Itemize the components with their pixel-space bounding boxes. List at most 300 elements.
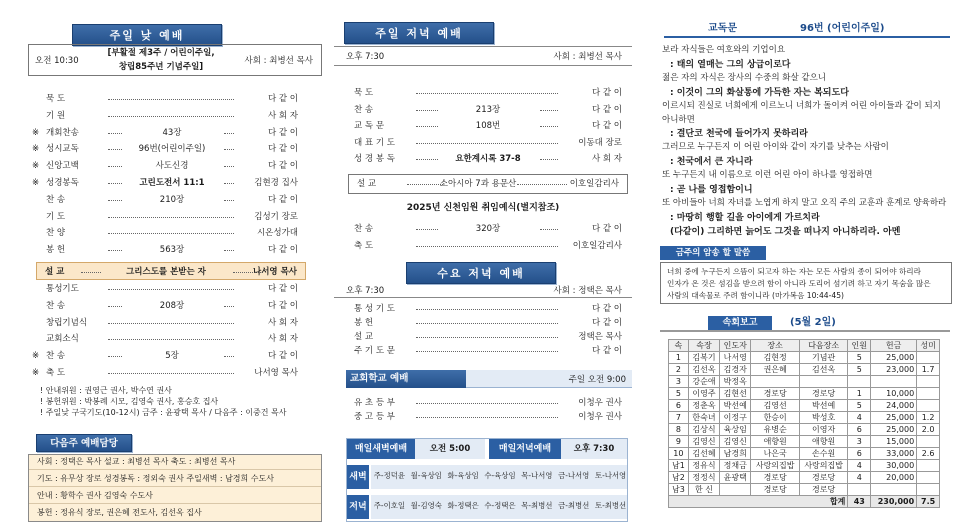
creed-number: 96번 (어린이주일) xyxy=(800,23,885,34)
occasion-line-2: 창립85주년 기념주일] xyxy=(118,62,204,72)
item-label: 창립기념식 xyxy=(46,317,88,328)
report-cell: 33,000 xyxy=(871,448,917,460)
table-row xyxy=(669,448,940,460)
evening-time: 오후 7:30 xyxy=(346,52,385,62)
item-person: 이청우 권사 xyxy=(578,412,622,422)
order-item xyxy=(354,410,622,424)
report-cell: 4 xyxy=(848,412,871,424)
order-item xyxy=(46,226,298,240)
item-detail: 고린도전서 11:1 xyxy=(139,178,205,188)
creed-response: (다같이) 그리하면 늙어도 그것을 떠나지 아니하리라. 아멘 xyxy=(670,226,901,237)
duty-cell: 수-육상임 xyxy=(484,471,516,480)
morning-occasion xyxy=(91,46,231,74)
report-cell: 윤광택 xyxy=(720,472,751,484)
report-cell: 나은국 xyxy=(751,448,799,460)
report-cell: 경로당 xyxy=(799,388,847,400)
order-item xyxy=(46,332,298,346)
order-item xyxy=(32,176,298,190)
report-cell xyxy=(917,400,940,412)
school-bar xyxy=(466,370,632,388)
total-offering: 230,000 xyxy=(871,496,917,508)
total-label: 합계 xyxy=(669,496,848,508)
report-cell: 김선옥 xyxy=(688,364,719,376)
report-cell: 1 xyxy=(669,352,689,364)
item-label: 찬 송 xyxy=(46,300,66,311)
required-mark: ※ xyxy=(32,368,40,378)
report-cell: 이영주 xyxy=(688,388,719,400)
note-prayer: ! 주일낮 구국기도(10-12시) 금주 : 윤광택 목사 / 다음주 : 이중건 목사 xyxy=(40,408,287,417)
total-people: 43 xyxy=(848,496,871,508)
item-person: 다 같 이 xyxy=(267,127,298,138)
evening-sermon xyxy=(348,174,628,194)
report-cell xyxy=(871,376,917,388)
report-cell: 사랑의집밥 xyxy=(751,460,799,472)
item-label: 찬 송 xyxy=(354,104,374,115)
order-item xyxy=(46,282,298,296)
sunday-morning-title: 주일 낮 예배 xyxy=(72,24,222,46)
required-mark: ※ xyxy=(32,351,40,362)
item-label: 기 원 xyxy=(46,110,66,121)
item-person: 다 같 이 xyxy=(591,121,622,131)
report-cell: 애향원 xyxy=(799,436,847,448)
item-detail: 108번 xyxy=(475,121,501,131)
verse-box xyxy=(660,262,952,304)
report-col-header: 성미 xyxy=(917,340,940,352)
report-cell: 김선혜 xyxy=(688,448,719,460)
report-cell: 박성호 xyxy=(799,412,847,424)
report-cell: 권은혜 xyxy=(751,364,799,376)
item-label: 통성기도 xyxy=(46,284,79,294)
report-cell: 8 xyxy=(669,424,689,436)
report-cell: 김복기 xyxy=(688,352,719,364)
sermon-label: 설 교 xyxy=(45,267,65,277)
morning-notes xyxy=(40,385,287,418)
eve-row-head: 저녁 xyxy=(347,495,369,519)
dawn-row-head: 새벽 xyxy=(347,465,369,489)
duty-cell: 화-육상임 xyxy=(447,471,479,480)
order-item xyxy=(354,103,622,117)
creed-response: : 이것이 그의 화살통에 가득한 자는 복되도다 xyxy=(670,87,849,98)
item-detail: 213장 xyxy=(475,104,501,115)
item-person: 다 같 이 xyxy=(591,224,622,234)
item-detail: 96번(어린이주일) xyxy=(138,144,206,155)
sermon-title: 그리스도를 본받는 자 xyxy=(126,267,206,277)
item-label: 교회소식 xyxy=(46,334,79,345)
report-cell: 24,000 xyxy=(871,400,917,412)
item-person: 정택은 목사 xyxy=(578,332,622,342)
report-cell: 3 xyxy=(848,436,871,448)
item-person: 사 회 자 xyxy=(591,154,622,164)
order-item xyxy=(354,239,622,253)
report-cell: 애향원 xyxy=(751,436,799,448)
table-row xyxy=(669,352,940,364)
item-label: 봉 헌 xyxy=(46,245,66,256)
report-col-header: 헌금 xyxy=(871,340,917,352)
item-person: 사 회 자 xyxy=(267,110,298,121)
creed-leader-line: 이르시되 진실로 너희에게 이르노니 너희가 돌이켜 어린 아이들과 같이 되지 xyxy=(662,100,941,111)
report-cell: 5 xyxy=(848,364,871,376)
duty-cell: 주-이호일 xyxy=(373,501,406,510)
report-cell: 박선예 xyxy=(720,400,751,412)
evening-sermon-preacher: 이호일감리사 xyxy=(569,179,619,189)
item-label: 교 독 문 xyxy=(354,121,385,131)
report-cell xyxy=(917,388,940,400)
report-cell: 경로당 xyxy=(799,472,847,484)
report-cell: 김영신 xyxy=(720,436,751,448)
report-cell: 김현선 xyxy=(720,388,751,400)
item-detail: 요한계시록 37-8 xyxy=(455,154,521,164)
report-cell xyxy=(871,484,917,496)
eve-label: 매일저녁예배 xyxy=(489,439,561,459)
morning-sermon xyxy=(36,262,306,280)
duty-cell: 토-최병선 xyxy=(594,501,627,510)
report-cell: 25,000 xyxy=(871,412,917,424)
wed-leader: 사회 : 정택은 목사 xyxy=(553,286,622,296)
report-cell xyxy=(917,484,940,496)
report-col-header: 다음장소 xyxy=(799,340,847,352)
creed-response: : 결단코 천국에 들어가지 못하리라 xyxy=(670,129,808,140)
note-offering: ! 봉헌위원 : 박봉례 시모, 김영숙 권사, 홍승호 집사 xyxy=(40,397,219,406)
creed-leader-line: 보라 자식들은 여호와의 기업이요 xyxy=(662,45,786,55)
creed-leader-line: 그러므로 누구든지 이 어린 아이와 같이 자기를 낮추는 사람이 xyxy=(662,142,889,153)
order-item xyxy=(32,126,298,140)
creed-leader-line: 또 아비들아 너희 자녀를 노엽게 하지 말고 오직 주의 교훈과 훈계로 양육하라 xyxy=(662,197,947,208)
order-item xyxy=(354,222,622,236)
duty-cell: 토-나서영 xyxy=(594,471,627,480)
item-person: 나서영 목사 xyxy=(254,368,298,378)
duty-cell: 주-정덕윤 xyxy=(373,471,406,480)
item-person: 다 같 이 xyxy=(591,104,622,115)
item-person: 시온성가대 xyxy=(256,228,298,239)
report-cell: 2.0 xyxy=(917,424,940,436)
duty-cell: 금-나서영 xyxy=(558,471,590,480)
order-item xyxy=(354,136,622,150)
order-item xyxy=(46,316,298,330)
order-item xyxy=(46,92,298,106)
table-row xyxy=(669,460,940,472)
report-cell: 1 xyxy=(848,388,871,400)
order-item xyxy=(354,86,622,100)
table-row xyxy=(669,400,940,412)
order-item xyxy=(46,299,298,313)
order-item xyxy=(32,366,298,380)
item-person: 이호일감리사 xyxy=(572,240,622,251)
report-cell: 한승이 xyxy=(751,412,799,424)
report-cell: 경로당 xyxy=(751,472,799,484)
report-cell: 김경자 xyxy=(720,364,751,376)
item-label: 축 도 xyxy=(46,368,66,378)
item-label: 개회찬송 xyxy=(46,127,79,138)
item-detail: 사도신경 xyxy=(155,161,189,172)
duty-cell: 월-김영숙 xyxy=(410,501,442,510)
report-cell: 이정구 xyxy=(720,412,751,424)
report-cell xyxy=(720,484,751,496)
report-cell: 10,000 xyxy=(871,388,917,400)
report-cell xyxy=(917,472,940,484)
item-label: 설 교 xyxy=(354,332,374,342)
report-cell: 한 신 xyxy=(688,484,719,496)
item-person: 김성기 장로 xyxy=(254,211,298,222)
morning-leader: 사회 : 최병선 목사 xyxy=(244,56,313,66)
item-label: 성경봉독 xyxy=(46,178,79,188)
item-person: 다 같 이 xyxy=(591,88,622,98)
report-cell: 1.7 xyxy=(917,364,940,376)
evening-sermon-label: 설 교 xyxy=(357,179,377,189)
duty-cell: 목-나서영 xyxy=(521,471,553,480)
item-label: 성 경 봉 독 xyxy=(354,154,395,164)
dawn-label: 매일새벽예배 xyxy=(347,439,415,459)
report-cell: 25,000 xyxy=(871,424,917,436)
verse-title: 금주의 암송 할 말씀 xyxy=(660,246,766,260)
report-cell: 정춘옥 xyxy=(688,400,719,412)
required-mark: ※ xyxy=(32,127,40,138)
report-cell xyxy=(848,376,871,388)
item-person: 다 같 이 xyxy=(267,94,298,104)
report-table xyxy=(668,339,940,508)
report-col-header: 인원 xyxy=(848,340,871,352)
report-cell: 30,000 xyxy=(871,460,917,472)
report-cell xyxy=(751,376,799,388)
item-label: 유 초 등 부 xyxy=(354,398,395,408)
order-item xyxy=(46,109,298,123)
item-label: 신앙고백 xyxy=(46,161,79,172)
order-item xyxy=(32,159,298,173)
sermon-preacher: 나서영 목사 xyxy=(252,267,297,277)
creed-title: 교독문 xyxy=(708,23,737,34)
report-cell: 김영신 xyxy=(688,436,719,448)
report-cell: 경로당 xyxy=(799,484,847,496)
report-cell: 23,000 xyxy=(871,364,917,376)
report-title: 속회보고 xyxy=(708,316,772,330)
duty-cell: 수-정택은 xyxy=(484,501,516,510)
report-header xyxy=(660,314,950,332)
item-person: 다 같 이 xyxy=(591,318,622,328)
report-cell: 남경희 xyxy=(720,448,751,460)
order-item xyxy=(46,193,298,207)
item-detail: 43장 xyxy=(162,127,182,138)
report-cell: 4 xyxy=(848,472,871,484)
item-label: 기 도 xyxy=(46,211,66,222)
item-label: 축 도 xyxy=(354,240,374,251)
creed-leader-line: 아니하면 xyxy=(662,114,695,125)
order-item xyxy=(354,316,622,330)
item-person: 다 같 이 xyxy=(267,245,298,256)
item-detail: 208장 xyxy=(159,300,185,311)
order-item xyxy=(46,243,298,257)
report-col-header: 인도자 xyxy=(720,340,751,352)
order-item xyxy=(354,344,622,358)
report-cell: 박선예 xyxy=(799,400,847,412)
duty-cell: 목-최병선 xyxy=(521,501,553,510)
item-person: 이청우 권사 xyxy=(578,398,622,408)
duty-cell: 월-육상임 xyxy=(410,471,442,480)
verse-line-1: 너희 중에 누구든지 으뜸이 되고자 하는 자는 모든 사람의 종이 되어야 하리라 xyxy=(667,267,921,276)
next-row-4: 봉헌 : 정유식 장로, 권은혜 전도사, 김선옥 집사 xyxy=(29,506,321,520)
report-cell: 유병순 xyxy=(751,424,799,436)
evening-sermon-title: 소아시아 7과 용문산 xyxy=(439,179,517,189)
report-cell: 9 xyxy=(669,436,689,448)
verse-line-3: 사람의 대속물로 주려 함이니라 (마가복음 10:44-45) xyxy=(667,291,844,300)
next-row-1: 사회 : 정택은 목사 설교 : 최병선 목사 축도 : 최병선 목사 xyxy=(29,455,321,470)
report-cell: 정채금 xyxy=(720,460,751,472)
school-title: 교회학교 예배 xyxy=(346,370,466,388)
order-item xyxy=(46,210,298,224)
required-mark: ※ xyxy=(32,161,40,172)
item-label: 찬 송 xyxy=(354,224,374,234)
wed-info xyxy=(334,282,632,298)
sunday-evening-title: 주일 저녁 예배 xyxy=(344,22,494,44)
required-mark: ※ xyxy=(32,144,40,155)
item-person: 사 회 자 xyxy=(267,334,298,345)
report-cell xyxy=(917,460,940,472)
eve-time: 오후 7:30 xyxy=(561,439,627,459)
next-row-3: 안내 : 황학수 권사 김영숙 수도사 xyxy=(29,489,321,504)
creed-response: : 천국에서 큰 자니라 xyxy=(670,157,753,168)
report-cell: 경로당 xyxy=(751,484,799,496)
order-item xyxy=(32,142,298,156)
item-label: 봉 헌 xyxy=(354,318,374,328)
verse-line-2: 인자가 온 것은 섬김을 받으려 함이 아니라 도리어 섬기려 하고 자기 목숨을 많은 xyxy=(667,279,931,288)
report-cell: 25,000 xyxy=(871,352,917,364)
report-col-header: 속장 xyxy=(688,340,719,352)
report-cell: 정유식 xyxy=(688,460,719,472)
next-week-title: 다음주 예배담당 xyxy=(36,434,132,452)
report-cell: 한숙녀 xyxy=(688,412,719,424)
order-item xyxy=(354,119,622,133)
table-row xyxy=(669,364,940,376)
table-row xyxy=(669,424,940,436)
table-row xyxy=(669,388,940,400)
report-cell: 3 xyxy=(669,376,689,388)
table-row xyxy=(669,472,940,484)
table-row xyxy=(669,376,940,388)
item-person: 다 같 이 xyxy=(267,194,298,205)
total-rice: 7.5 xyxy=(917,496,940,508)
morning-info-box xyxy=(28,44,322,76)
morning-time: 오전 10:30 xyxy=(35,56,79,66)
report-cell: 6 xyxy=(848,448,871,460)
right-column xyxy=(648,0,960,528)
report-cell: 1.2 xyxy=(917,412,940,424)
order-item xyxy=(354,396,622,410)
table-row xyxy=(669,484,940,496)
order-item xyxy=(354,302,622,316)
report-cell: 6 xyxy=(848,424,871,436)
item-person: 다 같 이 xyxy=(267,284,298,294)
item-person: 다 같 이 xyxy=(267,300,298,311)
order-item xyxy=(32,349,298,363)
note-usher: ! 안내위원 : 권영근 권사, 박수연 권사 xyxy=(40,386,172,395)
dawn-schedule xyxy=(371,465,627,489)
item-person: 사 회 자 xyxy=(267,317,298,328)
report-cell: 남3 xyxy=(669,484,689,496)
next-week-box xyxy=(28,454,322,522)
report-cell: 기념관 xyxy=(799,352,847,364)
item-person: 다 같 이 xyxy=(267,161,298,172)
item-label: 성시교독 xyxy=(46,144,79,155)
table-row xyxy=(669,436,940,448)
report-cell: 이영자 xyxy=(799,424,847,436)
report-col-header: 장소 xyxy=(751,340,799,352)
installation-ceremony: 2025년 신천임원 취임예식(별지참조) xyxy=(406,203,560,213)
report-cell xyxy=(917,436,940,448)
report-cell: 5 xyxy=(848,400,871,412)
sunday-evening-column xyxy=(334,0,632,528)
item-person: 다 같 이 xyxy=(267,144,298,155)
evening-leader: 사회 : 최병선 목사 xyxy=(553,52,622,62)
item-detail: 210장 xyxy=(159,194,185,205)
report-cell: 2.6 xyxy=(917,448,940,460)
item-person: 다 같 이 xyxy=(591,346,622,356)
school-time: 주일 오전 9:00 xyxy=(568,375,626,385)
report-cell: 10 xyxy=(669,448,689,460)
report-cell: 김영선 xyxy=(751,400,799,412)
report-cell: 김현정 xyxy=(751,352,799,364)
creed-leader-line: 또 누구든지 내 이름으로 이런 어린 아이 하나를 영접하면 xyxy=(662,170,873,181)
report-cell xyxy=(917,352,940,364)
report-cell: 6 xyxy=(669,400,689,412)
creed-leader-line: 젊은 자의 자식은 장사의 수중의 화살 같으니 xyxy=(662,72,827,83)
order-item xyxy=(354,152,622,166)
report-cell: 7 xyxy=(669,412,689,424)
order-item xyxy=(354,330,622,344)
item-label: 통 성 기 도 xyxy=(354,304,395,314)
item-detail: 5장 xyxy=(165,351,179,362)
report-cell: 사랑의집밥 xyxy=(799,460,847,472)
report-cell: 남1 xyxy=(669,460,689,472)
daily-box xyxy=(346,438,628,522)
report-cell: 5 xyxy=(848,352,871,364)
creed-response: : 태의 열매는 그의 상급이로다 xyxy=(670,59,791,70)
report-cell: 2 xyxy=(669,364,689,376)
report-cell: 15,000 xyxy=(871,436,917,448)
item-label: 찬 양 xyxy=(46,228,66,239)
item-person: 이동대 장로 xyxy=(578,137,622,148)
wed-title: 수요 저녁 예배 xyxy=(406,262,556,284)
occasion-line-1: [부활절 제3주 / 어린이주일, xyxy=(107,48,215,58)
item-detail: 563장 xyxy=(159,245,185,256)
report-cell: 남2 xyxy=(669,472,689,484)
duty-cell: 금-최병선 xyxy=(558,501,590,510)
item-label: 대 표 기 도 xyxy=(354,137,395,148)
item-label: 묵 도 xyxy=(46,94,66,104)
report-col-header: 속 xyxy=(669,340,689,352)
item-label: 찬 송 xyxy=(46,194,66,205)
next-row-2: 기도 : 유무상 장로 성경봉독 : 정외숙 권사 주일새벽 : 남경희 수도사 xyxy=(29,472,321,487)
report-cell: 김선옥 xyxy=(799,364,847,376)
duty-cell: 화-정택은 xyxy=(447,501,479,510)
report-cell: 손수원 xyxy=(799,448,847,460)
report-cell xyxy=(848,484,871,496)
item-person: 다 같 이 xyxy=(591,304,622,314)
item-label: 중 고 등 부 xyxy=(354,412,395,422)
report-cell: 육상임 xyxy=(720,424,751,436)
item-detail: 320장 xyxy=(475,224,501,234)
item-label: 묵 도 xyxy=(354,88,374,98)
report-cell: 4 xyxy=(848,460,871,472)
item-person: 다 같 이 xyxy=(267,351,298,362)
report-cell: 정정식 xyxy=(688,472,719,484)
dawn-time: 오전 5:00 xyxy=(415,439,485,459)
table-row xyxy=(669,412,940,424)
report-cell xyxy=(917,376,940,388)
report-cell: 강순애 xyxy=(688,376,719,388)
report-cell: 5 xyxy=(669,388,689,400)
evening-info xyxy=(334,46,632,66)
report-cell: 김상식 xyxy=(688,424,719,436)
required-mark: ※ xyxy=(32,178,40,188)
item-label: 주 기 도 문 xyxy=(354,346,395,356)
